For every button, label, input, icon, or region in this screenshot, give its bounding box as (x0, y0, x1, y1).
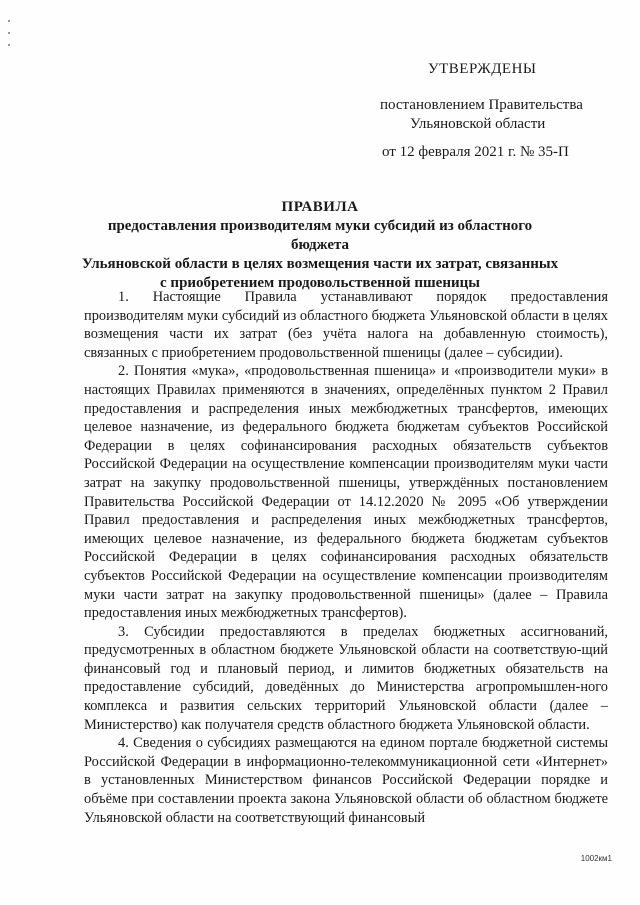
footer-code: 1002км1 (580, 854, 612, 863)
document-title (80, 198, 560, 293)
margin-dot (8, 44, 10, 46)
paragraph-2: 2. Понятия «мука», «продовольственная пшеница» и «производители муки» в настоящих Правилах применяются в значениях, определённых пунктом 2 Правил предоставления и распределения иных межбюджетных трансфертов, имеющих целевое назначение, из федерального бюджета бюджетам субъектов Российской Федерации в целях софинансирования расходных обязательств субъектов Российской Федерации на осуществление компенсации производителям муки части затрат на закупку продовольственной пшеницы, утверждённых постановлением Правительства Российской Федерации от 14.12.2020 № 2095 «Об утверждении Правил предоставления и распределения иных межбюджетных трансфертов, имеющих целевое назначение, из федерального бюджета бюджетам субъектов Российской Федерации в целях софинансирования расходных обязательств субъектов Российской Федерации на осуществление компенсации производителям муки части затрат на закупку продовольственной пшеницы» (далее – Правила предоставления иных межбюджетных трансфертов). (84, 363, 608, 622)
approval-title: УТВЕРЖДЕНЫ (428, 61, 537, 77)
document-title-line-1: предоставления производителям муки субсидий из областного бюджета (107, 218, 533, 253)
document-body (84, 288, 608, 827)
approval-line-1: постановлением Правительства (380, 97, 583, 113)
document-title-main: ПРАВИЛА (281, 199, 359, 215)
document-title-line-3: с приобретением продовольственной пшеницы (160, 275, 480, 291)
approval-line-3: от 12 февраля 2021 г. № 35-П (382, 144, 569, 160)
margin-dot (8, 20, 10, 22)
margin-marks (8, 20, 12, 70)
paragraph-3: 3. Субсидии предоставляются в пределах бюджетных ассигнований, предусмотренных в областном бюджете Ульяновской области на соответствую-щий финансовый год и плановый период, и лимитов бюджетных обязательств на предоставление субсидий, доведённых до Министерства агропромышлен-ного комплекса и развития сельских территорий Ульяновской области (далее – Министерство) как получателя средств областного бюджета Ульяновской области. (84, 623, 608, 733)
paragraph-4: 4. Сведения о субсидиях размещаются на едином портале бюджетной системы Российской Федерации в информационно-телекоммуникационной сети «Интернет» в установленных Министерством финансов Российской Федерации порядке и объёме при составлении проекта закона Ульяновской области об областном бюджете Ульяновской области на соответствующий финансовый (84, 735, 608, 826)
approval-line-2: Ульяновской области (410, 116, 546, 132)
margin-dot (8, 32, 10, 34)
paragraph-1: 1. Настоящие Правила устанавливают порядок предоставления производителям муки субсидий из областного бюджета Ульяновской области в целях возмещения части их затрат (без учёта налога на добавленную стоимость), связанных с приобретением продовольственной пшеницы (далее – субсидии). (84, 289, 608, 361)
document-title-line-2: Ульяновской области в целях возмещения части их затрат, связанных (81, 256, 559, 272)
